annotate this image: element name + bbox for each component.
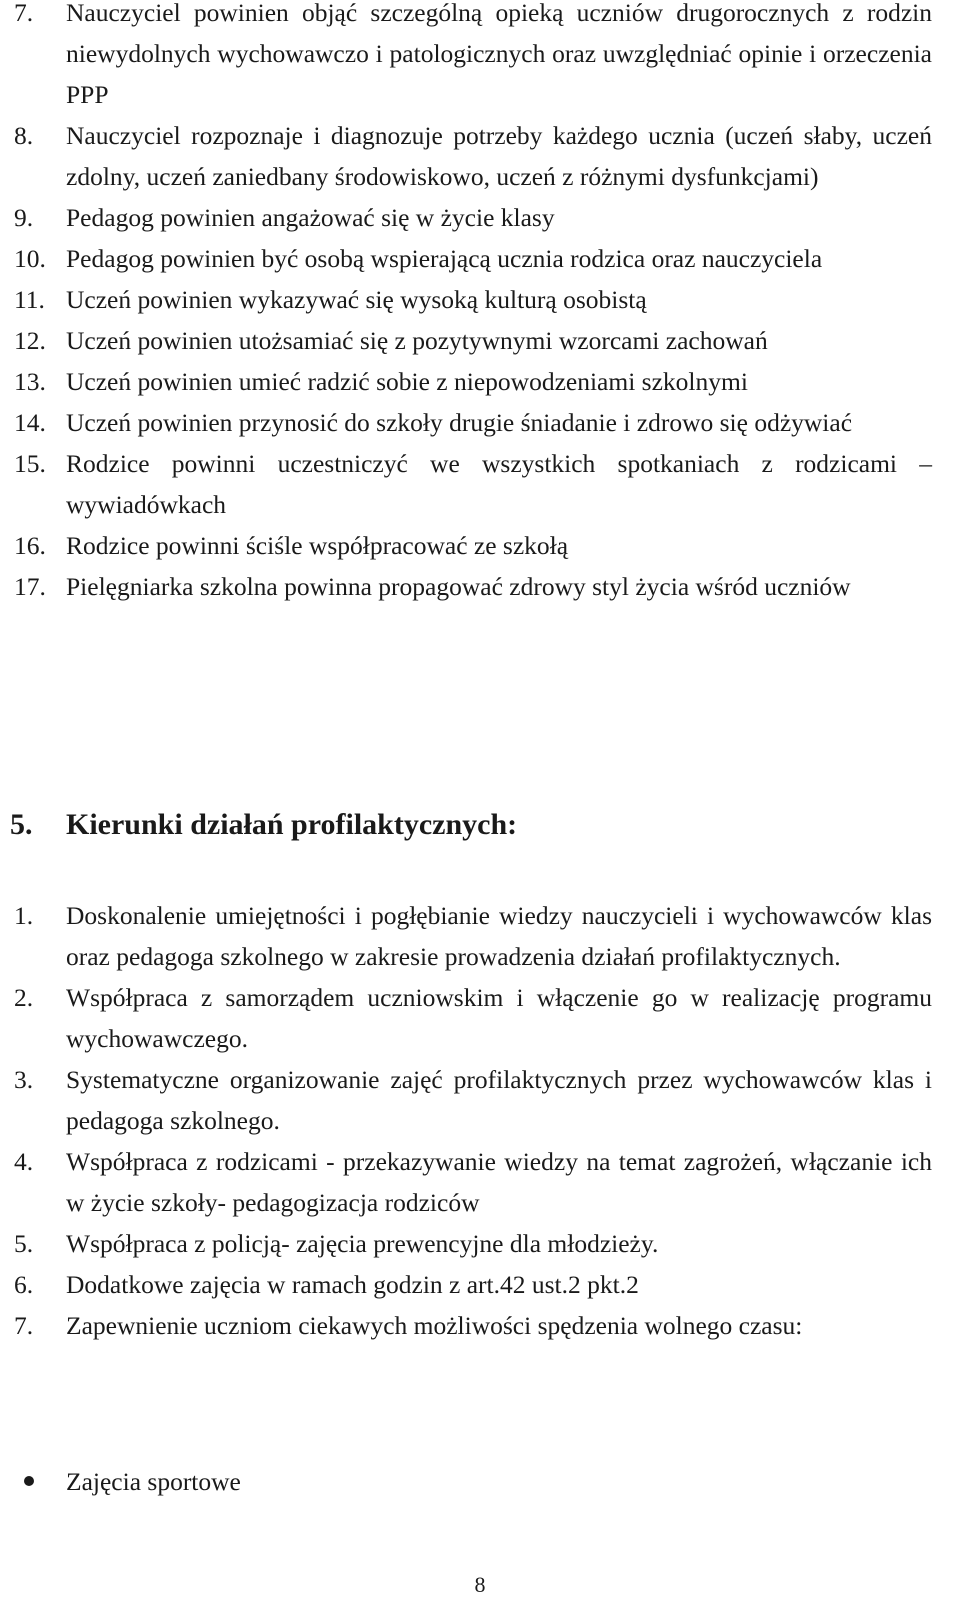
list-item-number: 4. (14, 1147, 34, 1176)
list-item-number: 13. (14, 367, 46, 396)
list-item (0, 1141, 960, 1223)
list-item (0, 525, 960, 566)
list-item-text: Doskonalenie umiejętności i pogłębianie wiedzy nauczycieli i wychowawców klas oraz pedagoga szkolnego w zakresie prowadzenia działań profilaktycznych. (66, 901, 932, 971)
list-item-number: 11. (14, 285, 45, 314)
list-item-text: Uczeń powinien przynosić do szkoły drugie śniadanie i zdrowo się odżywiać (66, 408, 853, 437)
list-item-number: 14. (14, 408, 46, 437)
bullet-item-text: Zajęcia sportowe (66, 1467, 241, 1496)
bullet-item (20, 1461, 241, 1502)
list-item (0, 279, 960, 320)
list-item-number: 12. (14, 326, 46, 355)
list-item (0, 402, 960, 443)
section-title: Kierunki działań profilaktycznych: (66, 808, 518, 841)
list-item-number: 2. (14, 983, 34, 1012)
list-item-number: 1. (14, 901, 34, 930)
list-item (0, 1305, 960, 1346)
list-item-text: Pedagog powinien być osobą wspierającą ucznia rodzica oraz nauczyciela (66, 244, 823, 273)
list-item-text: Dodatkowe zajęcia w ramach godzin z art.42 ust.2 pkt.2 (66, 1270, 639, 1299)
list-item-text: Rodzice powinni ściśle współpracować ze szkołą (66, 531, 569, 560)
list-item-number: 7. (14, 0, 34, 27)
list-item-number: 15. (14, 449, 46, 478)
list-item (0, 895, 960, 977)
section-heading (10, 805, 517, 845)
page-number: 8 (474, 1572, 486, 1597)
list-item-text: Uczeń powinien utożsamiać się z pozytywnymi wzorcami zachowań (66, 326, 768, 355)
list-item-text: Pedagog powinien angażować się w życie klasy (66, 203, 555, 232)
list-item-number: 9. (14, 203, 34, 232)
list-item (0, 1223, 960, 1264)
list-item (0, 238, 960, 279)
list-item-text: Zapewnienie uczniom ciekawych możliwości spędzenia wolnego czasu: (66, 1311, 803, 1340)
numbered-list-expectations (0, 0, 960, 607)
list-item-number: 10. (14, 244, 46, 273)
list-item (0, 197, 960, 238)
list-item-text: Uczeń powinien umieć radzić sobie z niepowodzeniami szkolnymi (66, 367, 748, 396)
list-item (0, 320, 960, 361)
list-item-number: 5. (14, 1229, 34, 1258)
list-item-number: 8. (14, 121, 34, 150)
list-item-text: Współpraca z rodzicami - przekazywanie wiedzy na temat zagrożeń, włączanie ich w życie szkoły- pedagogizacja rodziców (66, 1147, 932, 1217)
list-item-text: Nauczyciel rozpoznaje i diagnozuje potrzeby każdego ucznia (uczeń słaby, uczeń zdolny, uczeń zaniedbany środowiskowo, uczeń z różnymi dysfunkcjami) (66, 121, 932, 191)
list-item (0, 566, 960, 607)
list-item (0, 361, 960, 402)
list-item (0, 443, 960, 525)
list-item (0, 115, 960, 197)
list-item-number: 3. (14, 1065, 34, 1094)
list-item-text: Nauczyciel powinien objąć szczególną opieką uczniów drugorocznych z rodzin niewydolnych wychowawczo i patologicznych oraz uwzględniać opinie i orzeczenia PPP (66, 0, 932, 109)
list-item (0, 0, 960, 115)
list-item-text: Współpraca z policją- zajęcia prewencyjne dla młodzieży. (66, 1229, 659, 1258)
list-item-text: Rodzice powinni uczestniczyć we wszystkich spotkaniach z rodzicami – wywiadówkach (66, 449, 932, 519)
list-item (0, 977, 960, 1059)
list-item-number: 17. (14, 572, 46, 601)
bullet-dot-icon (24, 1476, 34, 1486)
list-item (0, 1264, 960, 1305)
list-item-number: 7. (14, 1311, 34, 1340)
section-number: 5. (10, 808, 33, 841)
list-item-text: Pielęgniarka szkolna powinna propagować zdrowy styl życia wśród uczniów (66, 572, 851, 601)
list-item (0, 1059, 960, 1141)
list-item-number: 6. (14, 1270, 34, 1299)
list-item-text: Uczeń powinien wykazywać się wysoką kulturą osobistą (66, 285, 647, 314)
list-item-text: Systematyczne organizowanie zajęć profilaktycznych przez wychowawców klas i pedagoga szkolnego. (66, 1065, 932, 1135)
numbered-list-prevention-actions (0, 895, 960, 1346)
list-item-text: Współpraca z samorządem uczniowskim i włączenie go w realizację programu wychowawczego. (66, 983, 932, 1053)
list-item-number: 16. (14, 531, 46, 560)
